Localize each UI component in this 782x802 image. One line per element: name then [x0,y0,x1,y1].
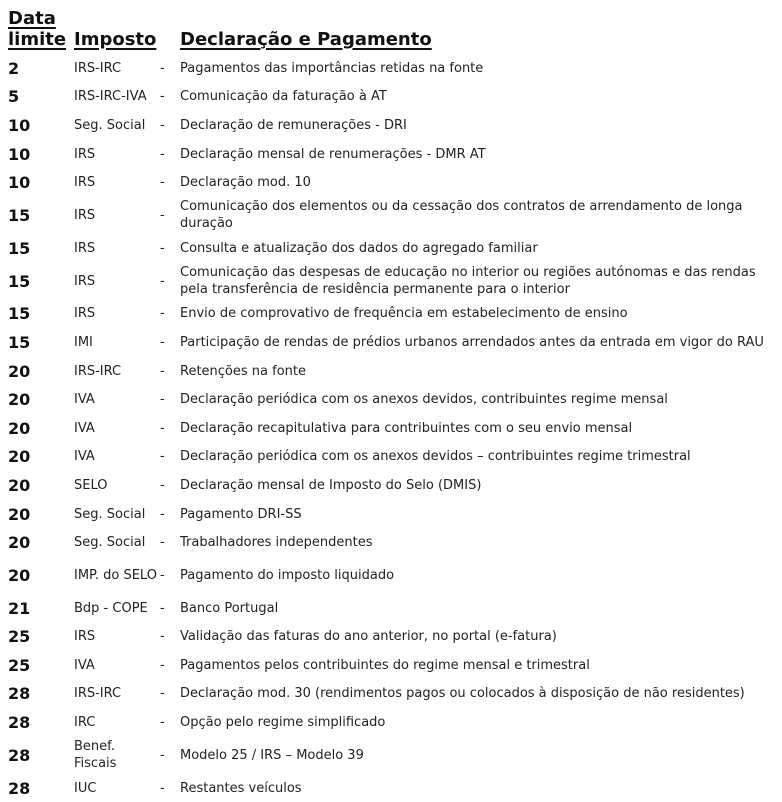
obligation-description: Modelo 25 / IRS – Modelo 39 [180,747,364,763]
table-row [8,328,782,357]
table-row [8,651,782,680]
separator-dash: - [160,306,165,322]
obligation-description: Pagamento do imposto liquidado [180,567,395,583]
tax-type: Seg. Social [74,535,146,551]
separator-dash: - [160,600,165,616]
tax-type: IVA [74,657,95,673]
deadline-day: 28 [8,684,31,704]
obligation-description: Comunicação da faturação à AT [180,89,387,105]
tax-type: IRS-IRC-IVA [74,89,147,105]
deadline-day: 15 [8,205,31,225]
separator-dash: - [160,686,165,702]
separator-dash: - [160,420,165,436]
deadline-day: 15 [8,271,31,291]
table-row [8,54,782,83]
deadline-day: 10 [8,115,31,135]
table-row [8,528,782,557]
deadline-day: 20 [8,418,31,438]
obligation-description: Declaração periódica com os anexos devidos – contribuintes regime trimestral [180,449,691,465]
deadline-day: 5 [8,87,20,107]
deadline-day: 20 [8,390,31,410]
separator-dash: - [160,334,165,350]
table-row [8,234,782,263]
obligation-description: Declaração mensal de Imposto do Selo (DMIS) [180,477,482,493]
deadline-day: 15 [8,238,31,258]
separator-dash: - [160,392,165,408]
obligation-description: Declaração mensal de renumerações - DMR AT [180,146,486,162]
table-row [8,557,782,594]
separator-dash: - [160,780,165,796]
obligation-description: Declaração mod. 30 (rendimentos pagos ou colocados à disposição de não residentes) [180,686,745,702]
tax-calendar [0,2,782,802]
table-row [8,443,782,472]
table-row [8,357,782,386]
tax-type: Bdp - COPE [74,600,148,616]
table-row [8,774,782,802]
table-row [8,83,782,112]
separator-dash: - [160,747,165,763]
obligation-description: Comunicação dos elementos ou da cessação dos contratos de arrendamento de longa duração [180,199,743,232]
deadline-day: 25 [8,627,31,647]
tax-type: SELO [74,477,108,493]
tax-type: IMI [74,334,93,350]
table-row [8,471,782,500]
obligation-description: Pagamentos das importâncias retidas na fonte [180,60,484,76]
tax-type: IRC [74,715,96,731]
deadline-day: 20 [8,361,31,381]
tax-type: IRS-IRC [74,686,122,702]
tax-type: Seg. Social [74,506,146,522]
tax-type: IRS [74,240,96,256]
table-row [8,197,782,234]
tax-type: IRS [74,306,96,322]
separator-dash: - [160,657,165,673]
separator-dash: - [160,629,165,645]
deadline-day: 2 [8,58,20,78]
obligation-description: Restantes veículos [180,780,302,796]
separator-dash: - [160,89,165,105]
obligation-description: Consulta e atualização dos dados do agregado familiar [180,240,538,256]
table-row [8,414,782,443]
separator-dash: - [160,273,165,289]
table-body [8,54,782,802]
separator-dash: - [160,567,165,583]
tax-type: IRS [74,175,96,191]
separator-dash: - [160,506,165,522]
tax-type: IRS-IRC [74,60,122,76]
separator-dash: - [160,449,165,465]
tax-type: IMP. do SELO [74,567,157,583]
header-declaration: Declaração e Pagamento [180,29,432,50]
table-row [8,623,782,652]
deadline-day: 28 [8,778,31,798]
tax-type: IVA [74,420,95,436]
table-row [8,594,782,623]
deadline-day: 10 [8,173,31,193]
table-row [8,708,782,737]
tax-type: IRS [74,146,96,162]
obligation-description: Validação das faturas do ano anterior, no portal (e-fatura) [180,629,557,645]
separator-dash: - [160,715,165,731]
tax-type: IVA [74,449,95,465]
separator-dash: - [160,240,165,256]
obligation-description: Declaração mod. 10 [180,175,311,191]
header-tax: Imposto [74,29,157,50]
separator-dash: - [160,146,165,162]
separator-dash: - [160,117,165,133]
tax-type: IRS [74,629,96,645]
deadline-day: 20 [8,533,31,553]
obligation-description: Banco Portugal [180,600,279,616]
obligation-description: Opção pelo regime simplificado [180,715,386,731]
deadline-day: 28 [8,713,31,733]
table-row [8,385,782,414]
obligation-description: Participação de rendas de prédios urbanos arrendados antes da entrada em vigor do RAU [180,334,764,350]
deadline-day: 20 [8,475,31,495]
obligation-description: Retenções na fonte [180,363,306,379]
tax-type: Seg. Social [74,117,146,133]
separator-dash: - [160,207,165,223]
deadline-day: 25 [8,655,31,675]
tax-type: Benef. Fiscais [74,739,117,772]
separator-dash: - [160,175,165,191]
obligation-description: Declaração recapitulativa para contribuintes com o seu envio mensal [180,420,633,436]
obligation-description: Trabalhadores independentes [180,535,373,551]
obligation-description: Pagamento DRI-SS [180,506,302,522]
deadline-day: 20 [8,565,31,585]
obligation-description: Comunicação das despesas de educação no interior ou regiões autónomas e das rendas pela transferência de residência permanente para o interior [180,265,756,298]
deadline-day: 15 [8,332,31,352]
table-row [8,300,782,329]
table-row [8,500,782,529]
separator-dash: - [160,535,165,551]
separator-dash: - [160,60,165,76]
header-date-limit: Data limite [8,8,67,50]
separator-dash: - [160,477,165,493]
table-row [8,168,782,197]
table-row [8,737,782,774]
separator-dash: - [160,363,165,379]
table-row [8,140,782,169]
tax-type: IUC [74,780,97,796]
table-row [8,263,782,300]
obligation-description: Declaração periódica com os anexos devidos, contribuintes regime mensal [180,392,668,408]
tax-type: IVA [74,392,95,408]
deadline-day: 20 [8,447,31,467]
tax-type: IRS [74,207,96,223]
tax-type: IRS-IRC [74,363,122,379]
deadline-day: 15 [8,304,31,324]
table-header [8,2,782,50]
deadline-day: 10 [8,144,31,164]
deadline-day: 20 [8,504,31,524]
table-row [8,680,782,709]
tax-type: IRS [74,273,96,289]
deadline-day: 28 [8,745,31,765]
obligation-description: Pagamentos pelos contribuintes do regime mensal e trimestral [180,657,590,673]
obligation-description: Envio de comprovativo de frequência em estabelecimento de ensino [180,306,628,322]
deadline-day: 21 [8,598,31,618]
obligation-description: Declaração de remunerações - DRI [180,117,407,133]
table-row [8,111,782,140]
